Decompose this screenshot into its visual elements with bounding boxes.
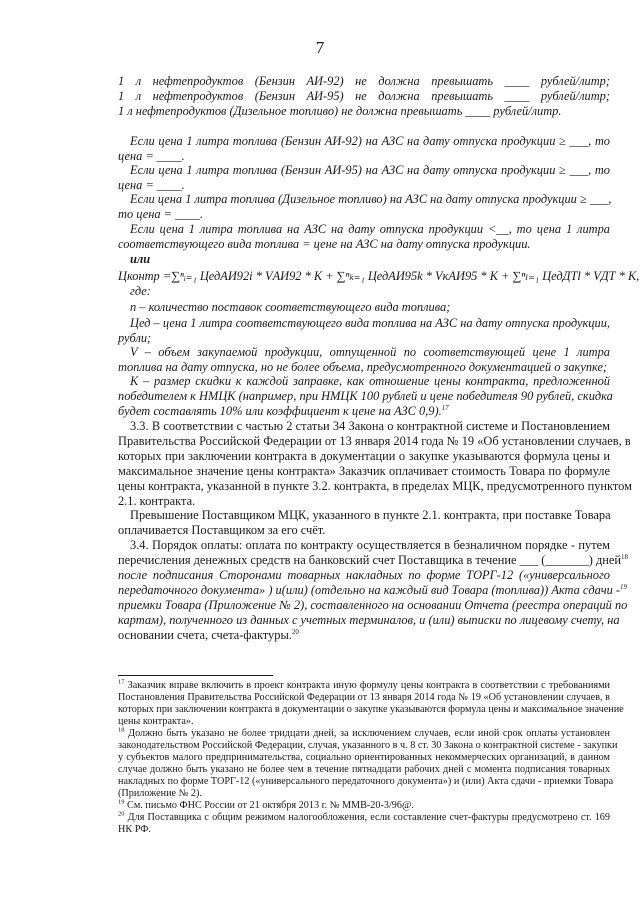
condition-ai92-line1: Если цена 1 литра топлива (Бензин АИ-92) на АЗС на дату отпуска продукции ≥ ___, то <box>130 134 610 148</box>
footnote-17-line4: цены контракта». <box>118 716 194 727</box>
def-price-line1: Цед – цена 1 литра соответствующего вида топлива на АЗС на дату отпуска продукции, <box>130 316 610 330</box>
clause-3-4-line3: после подписания Сторонами товарных накладных по форме ТОРГ-12 («универсального <box>118 568 610 582</box>
footnote-separator <box>118 675 273 676</box>
clause-3-4-line4: передаточного документа» ) и(или) (отдельно на каждый вид Товара (топлива)) Акта сдачи -$^{19}$ <box>118 582 628 597</box>
or-label: или <box>130 252 151 266</box>
footnote-18-line6: (Приложение № 2). <box>118 788 202 799</box>
footnote-20-line2: НК РФ. <box>118 824 151 835</box>
clause-3-4-line2: перечисления денежных средств на банковский счет Поставщика в течение ___ (_______) дней$^{18}$ <box>118 552 629 567</box>
def-volume-line1: V – объем закупаемой продукции, отпущенной по соответствующей цене 1 литра <box>130 345 610 359</box>
def-discount-line1: К – размер скидки к каждой заправке, как отношение цены контракта, предложенной <box>130 374 610 388</box>
condition-below-line1: Если цена 1 литра топлива на АЗС на дату отпуска продукции <__, то цена 1 литра <box>130 222 610 236</box>
clause-3-3-line4: максимальное значение цены контракта» Заказчик оплачивает стоимость Товара по формуле <box>118 464 610 478</box>
clause-3-4-line6: картам), полученного из данных с учетных терминалов, и (или) выписки по лицевому счету, на <box>118 613 620 627</box>
clause-3-3-line1: 3.3. В соответствии с частью 2 статьи 34 Закона о контрактной системе и Постановлением <box>130 419 610 433</box>
def-n: n – количество поставок соответствующего вида топлива; <box>130 300 451 314</box>
footnote-17-line2: Постановления Правительства Российской Федерации от 13 января 2014 года № 19 «Об установлении случаев, в <box>118 692 610 703</box>
page-number: 7 <box>315 38 325 57</box>
def-discount-line2: победителем к НМЦК (например, при НМЦК 100 рублей и цене победителя 90 рублей, скидка <box>118 389 613 403</box>
footnote-number-17: 17 <box>118 678 125 686</box>
clause-3-3-line2: Правительства Российской Федерации от 13 января 2014 года № 19 «Об установлении случаев, в <box>118 434 631 448</box>
price-limit-ai92: 1 л нефтепродуктов (Бензин АИ-92) не должна превышать ____ рублей/литр; <box>118 74 610 88</box>
excess-line2: оплачивается Поставщиком за его счёт. <box>118 523 326 537</box>
footnote-18-line3: у субъектов малого предпринимательства, социально ориентированных некоммерческих организаций, в данном <box>118 752 610 763</box>
footnote-20-line1: $^{20}$ Для Поставщика с общим режимом налогообложения, если составление счет-фактуры предусмотрено ст. 169 <box>118 810 610 823</box>
footnote-17-line3: которых при заключении контракта в документации о закупке указываются формула цены и максимальное значение <box>118 704 624 715</box>
formula-where: где: <box>130 284 151 298</box>
price-formula: Цконтр =∑ⁿᵢ₌₁ ЦедАИ92i * VАИ92 * К + ∑ⁿₖ₌₁ ЦедАИ95k * VкАИ95 * К + ∑ⁿₗ₌₁ ЦедДТl * VДТ * К, <box>118 269 640 283</box>
footnote-18-line2: законодательством Российской Федерации, случая, указанного в ч. 8 ст. 30 Закона о контрактной системе - закупки <box>118 740 618 751</box>
footnote-ref-18: 18 <box>621 552 629 561</box>
clause-3-4-line7: основании счета, счета-фактуры.$^{20}$ <box>118 627 299 642</box>
footnote-18-line1: $^{18}$ Должно быть указано не более тридцати дней, за исключением случаев, если иной срок оплаты установлен <box>118 726 610 739</box>
footnote-19: $^{19}$ См. письмо ФНС России от 21 октября 2013 г. № ММВ-20-3/96@. <box>118 798 414 811</box>
clause-3-3-line6: 2.1. контракта. <box>118 494 196 508</box>
condition-ai95-line1: Если цена 1 литра топлива (Бензин АИ-95) на АЗС на дату отпуска продукции ≥ ___, то <box>130 163 610 177</box>
condition-ai92-line2: цена = ____. <box>118 149 185 163</box>
footnote-number-20: 20 <box>118 810 125 818</box>
def-price-line2: рубли; <box>118 331 152 345</box>
footnote-number-19: 19 <box>118 798 125 806</box>
clause-3-4-line5: приемки Товара (Приложение № 2), составленного на основании Отчета (реестра операций по <box>118 598 628 612</box>
price-limit-ai95: 1 л нефтепродуктов (Бензин АИ-95) не должна превышать ____ рублей/литр; <box>118 89 610 103</box>
footnote-ref-20: 20 <box>291 627 299 636</box>
footnote-ref-17: 17 <box>441 403 449 412</box>
price-limit-diesel: 1 л нефтепродуктов (Дизельное топливо) не должна превышать ____ рублей/литр. <box>118 104 562 118</box>
condition-ai95-line2: цена = ____. <box>118 178 185 192</box>
clause-3-4-line1: 3.4. Порядок оплаты: оплата по контракту осуществляется в безналичном порядке - путем <box>130 538 610 552</box>
footnote-18-line5: накладных по форме ТОРГ-12 («универсального передаточного документа») и (или) Акта сдачи - приемки Товара <box>118 776 614 787</box>
footnote-17-line1: $^{17}$ Заказчик вправе включить в проект контракта иную формулу цены контракта в соответствии с требованиями <box>118 678 610 691</box>
condition-diesel-line1: Если цена 1 литра топлива (Дизельное топливо) на АЗС на дату отпуска продукции ≥ ___, <box>130 192 612 206</box>
clause-3-3-line5: цены контракта, указанной в пункте 3.2. контракта, в пределах МЦК, предусмотренного пунктом <box>118 479 632 493</box>
excess-line1: Превышение Поставщиком МЦК, указанного в пункте 2.1. контракта, при поставке Товара <box>130 508 611 522</box>
def-discount-line3: будет составлять 10% или коэффициент к цене на АЗС 0,9).$^{17}$ <box>118 403 449 418</box>
clause-3-3-line3: которых при заключении контракта в документации о закупке указываются формула цены и <box>118 449 610 463</box>
footnote-18-line4: случае должно быть указано не более чем в течение пятнадцати рабочих дней с момента подписания товарных <box>118 764 610 775</box>
condition-below-line2: соответствующего вида топлива = цене на АЗС на дату отпуска продукции. <box>118 237 531 251</box>
footnote-number-18: 18 <box>118 726 125 734</box>
def-volume-line2: топлива на дату отпуска, но не более объема, предусмотренного документацией о закупке; <box>118 360 608 374</box>
condition-diesel-line2: то цена = ____. <box>118 207 204 221</box>
footnote-ref-19: 19 <box>620 582 628 591</box>
